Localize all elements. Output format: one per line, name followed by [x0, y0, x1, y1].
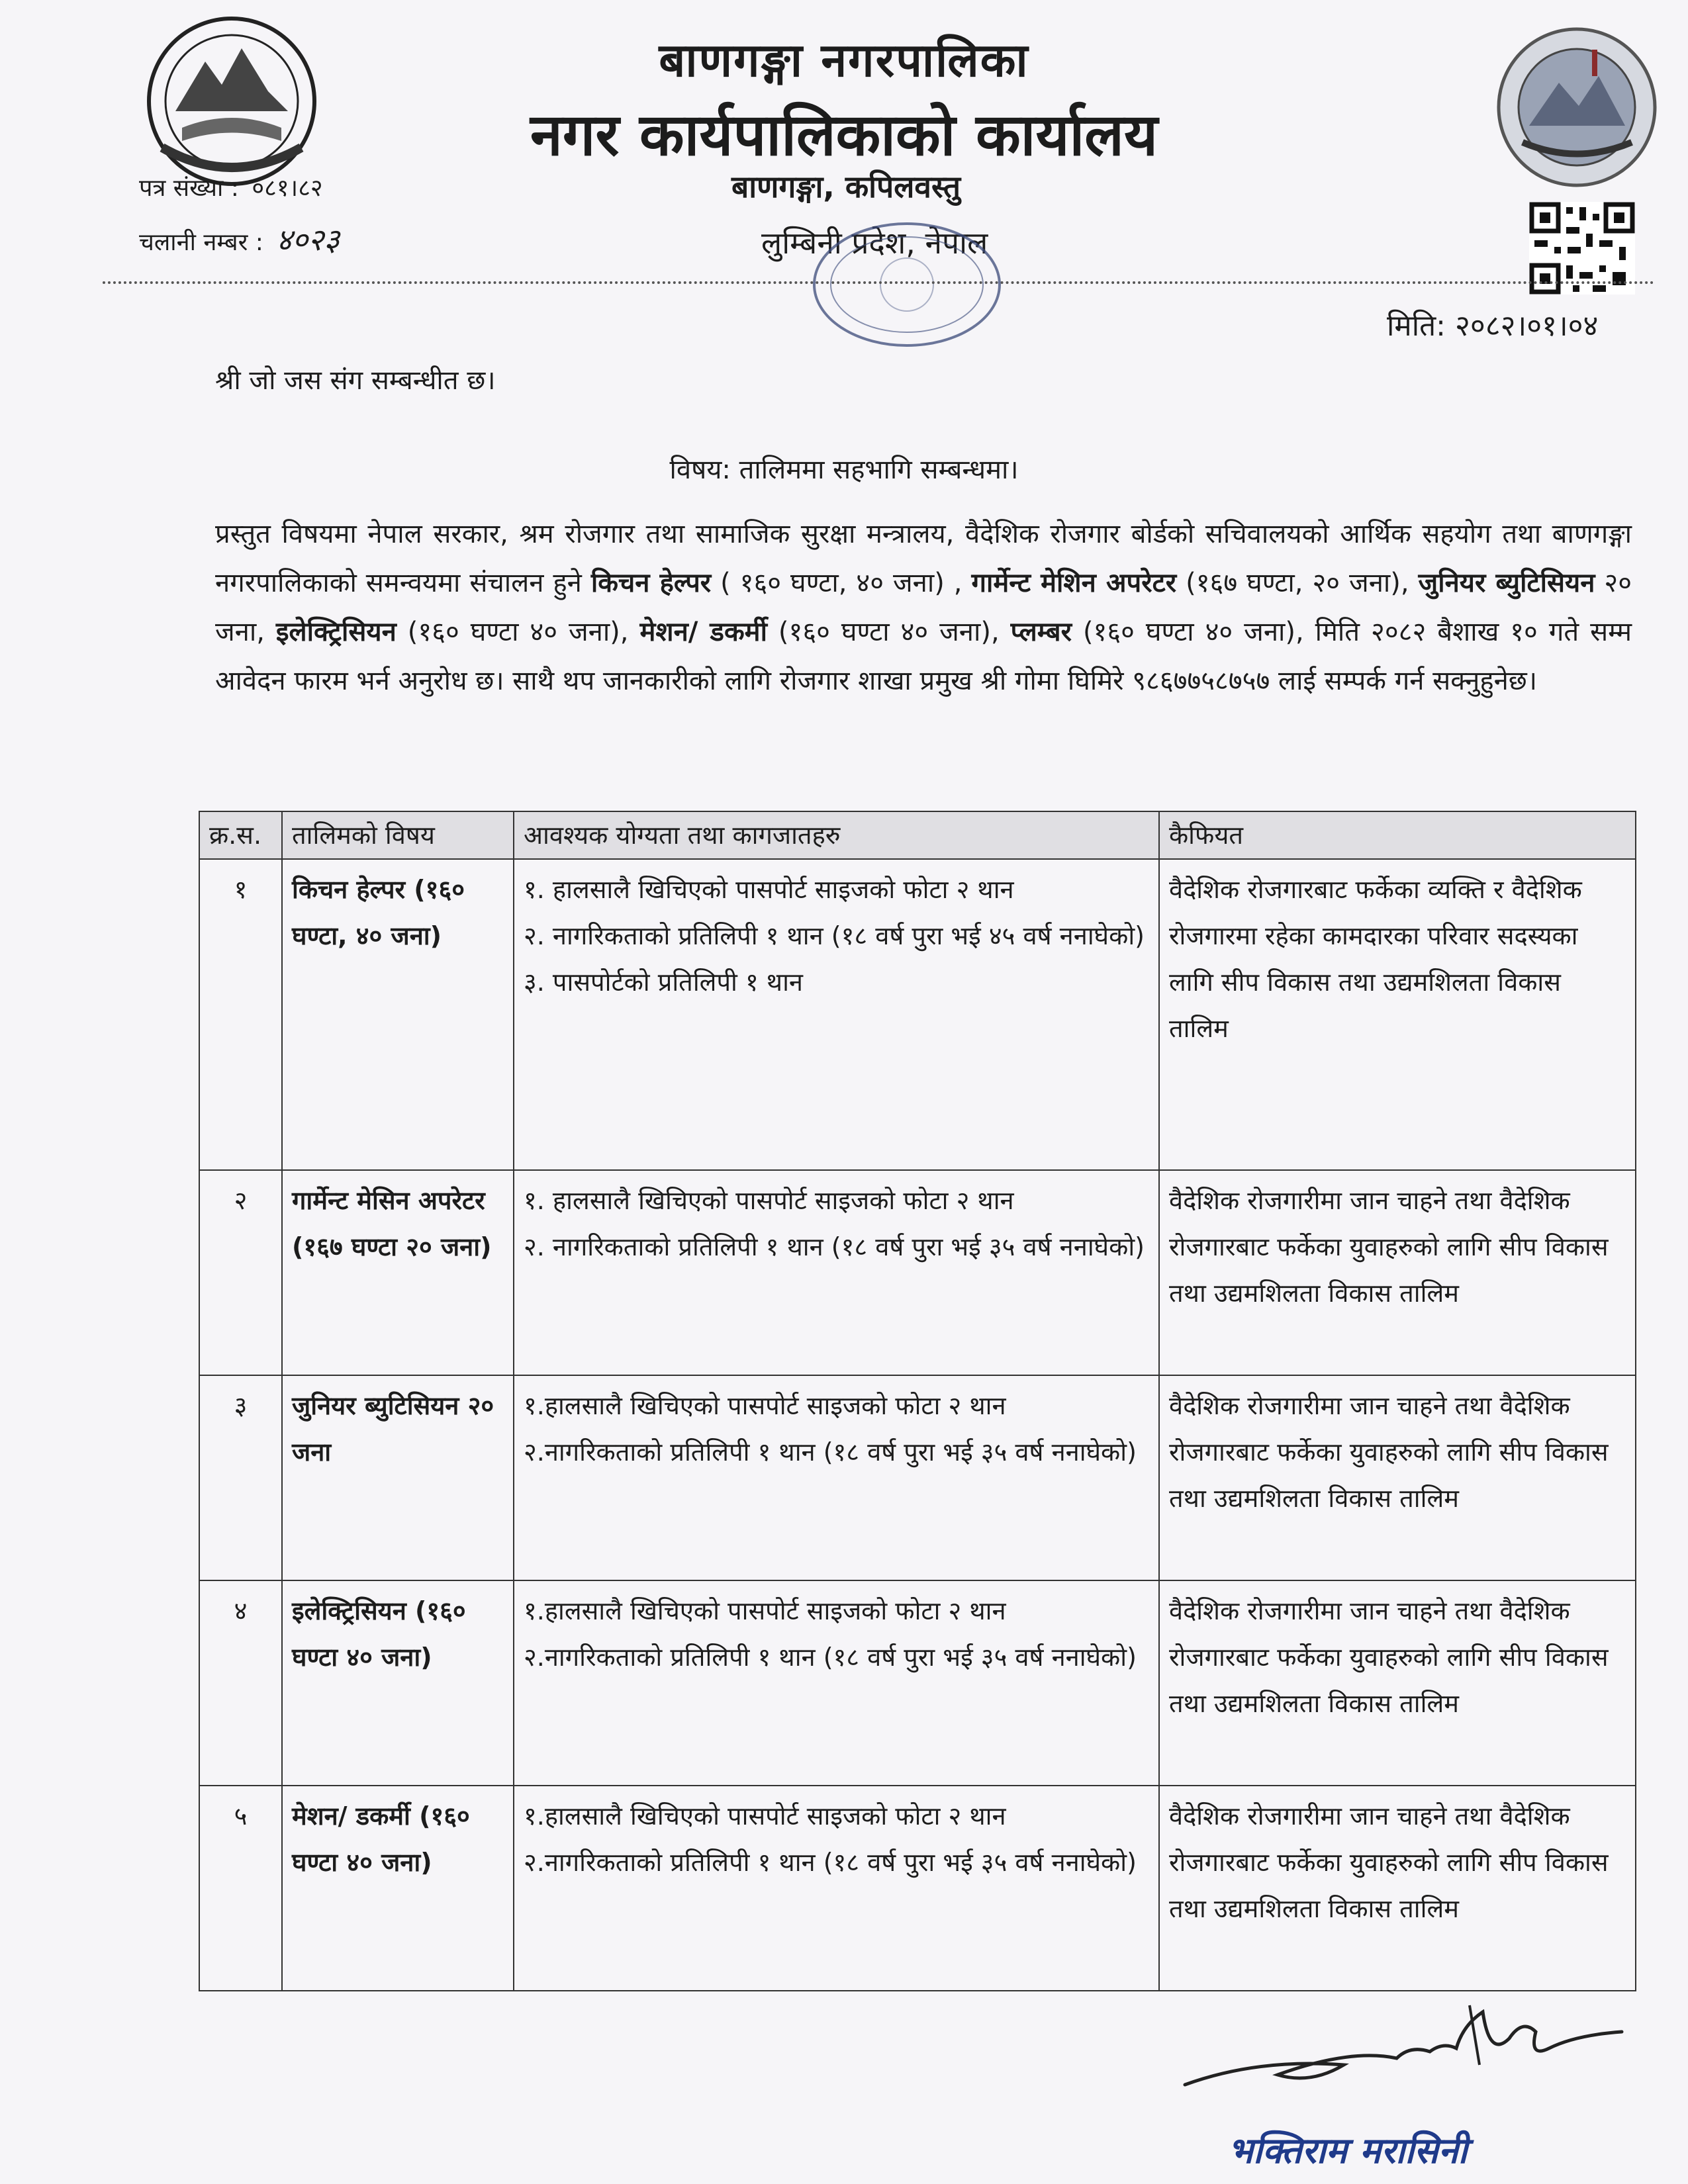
serial-number: ४ — [199, 1580, 282, 1786]
requirement-item: २.नागरिकताको प्रतिलिपी १ थान (१८ वर्ष पुरा भई ३५ वर्ष ननाघेको) — [524, 1848, 1137, 1877]
requirement-item: १.हालसालै खिचिएको पासपोर्ट साइजको फोटा २ थान — [524, 1391, 1006, 1420]
body-paragraph — [215, 510, 1632, 705]
table-row — [199, 859, 1636, 1170]
addressee: श्री जो जस संग सम्बन्धीत छ। — [215, 365, 496, 396]
letter-number-value: ०८१।८२ — [252, 175, 323, 202]
signature-icon — [1178, 1985, 1628, 2091]
body-text: (१६० घण्टा ४० जना), मिति २०८२ बैशाख १० गते सम्म आवेदन फारम भर्न अनुरोध छ। साथै थप जानकारीको लागि रोजगार शाखा प्रमुख श्री गोमा घिमिरे ९८६७७५८७५७ लाई सम्पर्क गर्न सक्नुहुनेछ। — [215, 617, 1632, 696]
body-course-name: इलेक्ट्रिसियन — [275, 617, 397, 647]
course-name: मेशन/ डकर्मी (१६० घण्टा ४० जना) — [282, 1786, 514, 1991]
table-row — [199, 1170, 1636, 1375]
letter-date: मिति: २०८२।०१।०४ — [1387, 309, 1599, 343]
requirements-cell — [514, 1580, 1159, 1786]
course-name: जुनियर ब्युटिसियन २० जना — [282, 1375, 514, 1580]
table-row — [199, 1786, 1636, 1991]
body-text: (१६७ घण्टा, २० जना), — [1176, 568, 1419, 598]
requirements-cell — [514, 1786, 1159, 1991]
remarks-cell: वैदेशिक रोजगारीमा जान चाहने तथा वैदेशिक रोजगारबाट फर्केका युवाहरुको लागि सीप विकास तथा उद्यमशिलता विकास तालिम — [1159, 1786, 1636, 1991]
requirements-cell — [514, 1375, 1159, 1580]
remarks-cell: वैदेशिक रोजगारीमा जान चाहने तथा वैदेशिक रोजगारबाट फर्केका युवाहरुको लागि सीप विकास तथा उद्यमशिलता विकास तालिम — [1159, 1580, 1636, 1786]
address-line-1: बाणगङ्गा, कपिलवस्तु — [731, 169, 961, 205]
column-header: तालिमको विषय — [282, 811, 514, 859]
requirement-item: १.हालसालै खिचिएको पासपोर्ट साइजको फोटा २ थान — [524, 1801, 1006, 1831]
body-text: (१६० घण्टा ४० जना), — [396, 617, 640, 647]
requirement-item: २.नागरिकताको प्रतिलिपी १ थान (१८ वर्ष पुरा भई ३५ वर्ष ननाघेको) — [524, 1437, 1137, 1467]
requirement-item: २. नागरिकताको प्रतिलिपी १ थान (१८ वर्ष पुरा भई ३५ वर्ष ननाघेको) — [524, 1232, 1145, 1261]
course-name: इलेक्ट्रिसियन (१६० घण्टा ४० जना) — [282, 1580, 514, 1786]
table-header-row — [199, 811, 1636, 859]
serial-number: ५ — [199, 1786, 282, 1991]
column-header: आवश्यक योग्यता तथा कागजातहरु — [514, 811, 1159, 859]
remarks-cell: वैदेशिक रोजगारीमा जान चाहने तथा वैदेशिक रोजगारबाट फर्केका युवाहरुको लागि सीप विकास तथा उद्यमशिलता विकास तालिम — [1159, 1170, 1636, 1375]
requirement-item: २.नागरिकताको प्रतिलिपी १ थान (१८ वर्ष पुरा भई ३५ वर्ष ननाघेको) — [524, 1643, 1137, 1672]
subject-line: विषय: तालिममा सहभागि सम्बन्धमा। — [669, 455, 1019, 485]
dispatch-number-value: ४०२३ — [276, 222, 340, 257]
course-name: गार्मेन्ट मेसिन अपरेटर (१६७ घण्टा २० जना) — [282, 1170, 514, 1375]
body-course-name: मेशन/ डकर्मी — [639, 617, 767, 647]
serial-number: ३ — [199, 1375, 282, 1580]
training-table — [199, 811, 1636, 1991]
remarks-cell: वैदेशिक रोजगारबाट फर्केका व्यक्ति र वैदेशिक रोजगारमा रहेका कामदारका परिवार सदस्यका लागि सीप विकास तथा उद्यमशिलता विकास तालिम — [1159, 859, 1636, 1170]
column-header: क्र.स. — [199, 811, 282, 859]
table-row — [199, 1580, 1636, 1786]
header-divider — [103, 281, 1655, 284]
requirement-item: १. हालसालै खिचिएको पासपोर्ट साइजको फोटा २ थान — [524, 1186, 1014, 1215]
body-course-name: प्लम्बर — [1010, 617, 1072, 647]
body-text: (१६० घण्टा ४० जना), — [767, 617, 1011, 647]
letter-number-label: पत्र संख्या : — [139, 175, 239, 202]
address-line-2: लुम्बिनी प्रदेश, नेपाल — [761, 225, 988, 261]
requirements-cell — [514, 1170, 1159, 1375]
requirement-item: १. हालसालै खिचिएको पासपोर्ट साइजको फोटा २ थान — [524, 875, 1014, 904]
body-text: प्रस्तुत विषयमा नेपाल सरकार, श्रम रोजगार तथा सामाजिक सुरक्षा मन्त्रालय, वैदेशिक रोजगार बोर्डको सचिवालयको आर्थिक सहयोग तथा बाणगङ्गा नगरपालिकाको समन्वयमा संचालन हुने — [215, 519, 1632, 598]
serial-number: २ — [199, 1170, 282, 1375]
body-text: २० जना, — [215, 568, 1632, 647]
column-header: कैफियत — [1159, 811, 1636, 859]
body-course-name: किचन हेल्पर — [590, 568, 712, 598]
body-course-name: गार्मेन्ट मेशिन अपरेटर — [971, 568, 1177, 598]
dispatch-number-label: चलानी नम्बर : — [139, 229, 263, 256]
org-name: बाणगङ्गा नगरपालिका — [659, 33, 1029, 87]
body-text: ( १६० घण्टा, ४० जना) , — [711, 568, 972, 598]
qr-code-icon — [1529, 202, 1635, 295]
body-course-name: जुनियर ब्युटिसियन — [1418, 568, 1595, 598]
course-name: किचन हेल्पर (१६० घण्टा, ४० जना) — [282, 859, 514, 1170]
remarks-cell: वैदेशिक रोजगारीमा जान चाहने तथा वैदेशिक रोजगारबाट फर्केका युवाहरुको लागि सीप विकास तथा उद्यमशिलता विकास तालिम — [1159, 1375, 1636, 1580]
signatory-name: भक्तिराम मरासिनी — [1228, 2130, 1468, 2171]
office-name: नगर कार्यपालिकाको कार्यालय — [530, 101, 1158, 169]
serial-number: १ — [199, 859, 282, 1170]
requirement-item: २. नागरिकताको प्रतिलिपी १ थान (१८ वर्ष पुरा भई ४५ वर्ष ननाघेको) — [524, 921, 1145, 950]
requirement-item: १.हालसालै खिचिएको पासपोर्ट साइजको फोटा २ थान — [524, 1596, 1006, 1625]
office-stamp-icon — [808, 218, 1006, 351]
requirement-item: ३. पासपोर्टको प्रतिलिपी १ थान — [524, 968, 804, 997]
letter-number — [139, 171, 323, 203]
table-row — [199, 1375, 1636, 1580]
requirements-cell — [514, 859, 1159, 1170]
dispatch-number — [139, 218, 340, 259]
